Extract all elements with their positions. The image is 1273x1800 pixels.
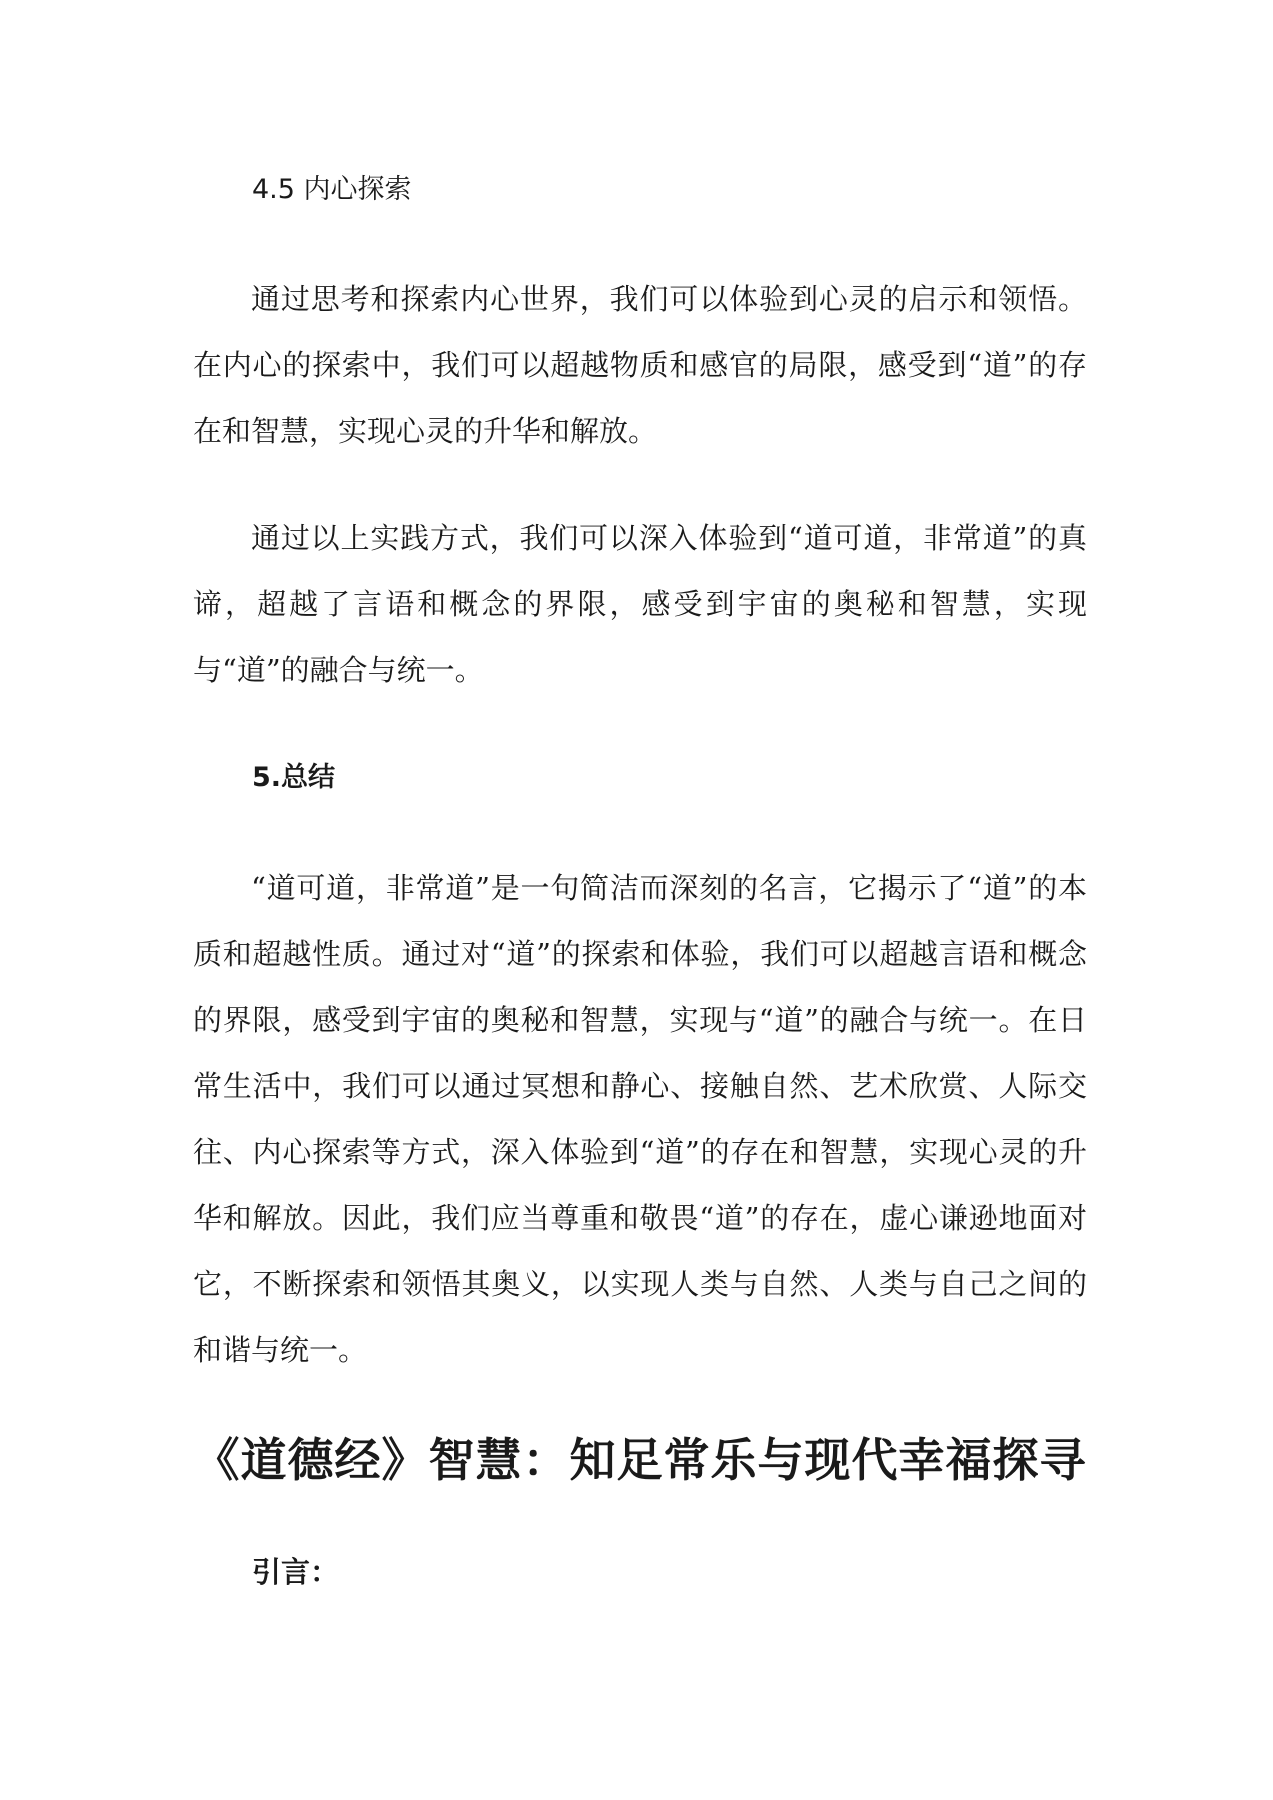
intro-label: 引言： bbox=[252, 1555, 340, 1589]
paragraph-conclusion: “道可道，非常道”是一句简洁而深刻的名言，它揭示了“道”的本质和超越性质。通过对“道”的探索和体验，我们可以超越言语和概念的界限，感受到宇宙的奥秘和智慧，实现与“道”的融合与统一。在日常生活中，我们可以通过冥想和静心、接触自然、艺术欣赏、人际交往、内心探索等方式，深入体验到“道”的存在和智慧，实现心灵的升华和解放。因此，我们应当尊重和敬畏“道”的存在，虚心谦逊地面对它，不断探索和领悟其奥义，以实现人类与自然、人类与自己之间的和谐与统一。 bbox=[193, 871, 1087, 1367]
paragraph-inner-exploration: 通过思考和探索内心世界，我们可以体验到心灵的启示和领悟。在内心的探索中，我们可以超越物质和感官的局限，感受到“道”的存在和智慧，实现心灵的升华和解放。 bbox=[193, 282, 1087, 448]
section-heading-5-summary: 5.总结 bbox=[252, 762, 336, 793]
article-title: 《道德经》智慧：知足常乐与现代幸福探寻 bbox=[193, 1433, 1087, 1487]
section-heading-4-5: 4.5 内心探索 bbox=[252, 174, 412, 205]
paragraph-practice-summary: 通过以上实践方式，我们可以深入体验到“道可道，非常道”的真谛，超越了言语和概念的界限，感受到宇宙的奥秘和智慧，实现与“道”的融合与统一。 bbox=[193, 521, 1087, 687]
